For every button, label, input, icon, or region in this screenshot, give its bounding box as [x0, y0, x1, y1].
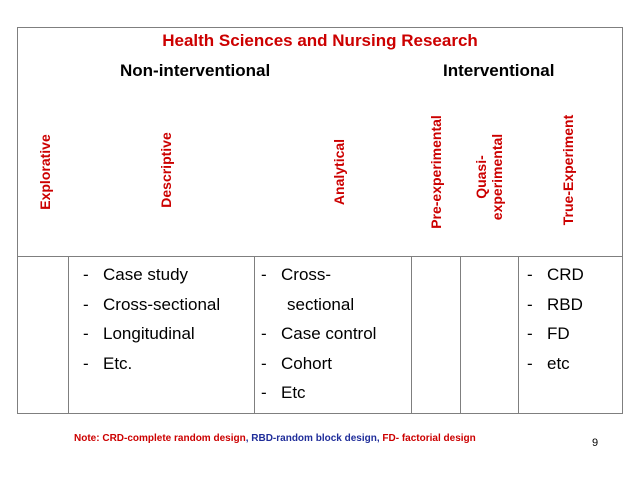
list-item-text: etc [547, 353, 570, 373]
column-divider-4 [460, 256, 461, 414]
dash-mark: - [261, 353, 267, 373]
list-item [261, 260, 376, 290]
table-border-left [17, 27, 18, 414]
header-true-experiment: True-Experiment [560, 114, 576, 226]
header-row-divider [17, 256, 623, 257]
table-border-right [622, 27, 623, 414]
list-item [527, 260, 584, 290]
footnote-sep-2: , [376, 433, 383, 444]
list-item-text: Case study [103, 265, 189, 284]
footnote-prefix: Note: [74, 433, 103, 444]
dash-mark: - [261, 265, 267, 284]
list-item [83, 260, 220, 290]
list-item-text: Cohort [281, 353, 333, 373]
header-quasi-experimental [473, 134, 505, 220]
list-item [261, 378, 376, 408]
list-item [527, 319, 584, 349]
list-item [261, 319, 376, 349]
list-item-text: CRD [547, 265, 584, 284]
page-number: 9 [592, 437, 599, 449]
list-item-text: Cross-sectional [103, 294, 221, 314]
footnote-crd: CRD-complete random design [102, 433, 246, 444]
dash-mark: - [83, 353, 89, 373]
dash-mark: - [261, 324, 267, 343]
list-item [83, 319, 220, 349]
dash-mark: - [261, 383, 267, 402]
dash-mark: - [83, 324, 89, 343]
dash-mark: - [527, 265, 533, 284]
header-explorative: Explorative [37, 134, 53, 210]
header-analytical: Analytical [331, 138, 347, 206]
table-title: Health Sciences and Nursing Research [162, 31, 478, 50]
list-item-text: Longitudinal [103, 324, 195, 343]
list-item [261, 349, 376, 379]
footnote [74, 433, 476, 444]
list-item-text: Case control [281, 324, 377, 343]
dash-mark: - [527, 353, 533, 373]
column-divider-2 [254, 256, 255, 414]
dash-mark: - [83, 294, 89, 314]
true-experiment-list [527, 260, 584, 378]
category-interventional: Interventional [443, 61, 555, 80]
list-item-text: Etc. [103, 353, 133, 373]
list-item-text: Etc [281, 383, 306, 402]
descriptive-list [83, 260, 220, 378]
list-item [527, 290, 584, 320]
column-divider-3 [411, 256, 412, 414]
header-pre-experimental: Pre-experimental [428, 115, 444, 229]
list-item [527, 349, 584, 379]
dash-mark: - [83, 265, 89, 284]
dash-mark: - [527, 324, 533, 343]
list-item [83, 349, 220, 379]
header-descriptive: Descriptive [158, 132, 174, 208]
footnote-fd: FD- factorial design [382, 433, 476, 444]
dash-mark: - [527, 294, 533, 314]
list-item-continuation [261, 290, 376, 320]
table-border-bottom [17, 413, 623, 414]
list-item-text: FD [547, 324, 570, 343]
footnote-sep-1: , [245, 433, 252, 444]
footnote-rbd: RBD-random block design [251, 433, 377, 444]
list-item [83, 290, 220, 320]
list-item-text: Cross- [281, 265, 332, 284]
table-border-top [17, 27, 623, 28]
header-quasi-line2: experimental [489, 133, 505, 221]
header-quasi-line1: Quasi- [473, 155, 489, 199]
list-item-text: RBD [547, 294, 583, 314]
column-divider-5 [518, 256, 519, 414]
list-item-text: sectional [287, 294, 355, 314]
category-non-interventional: Non-interventional [120, 61, 271, 80]
column-divider-1 [68, 256, 69, 414]
analytical-list [261, 260, 376, 408]
